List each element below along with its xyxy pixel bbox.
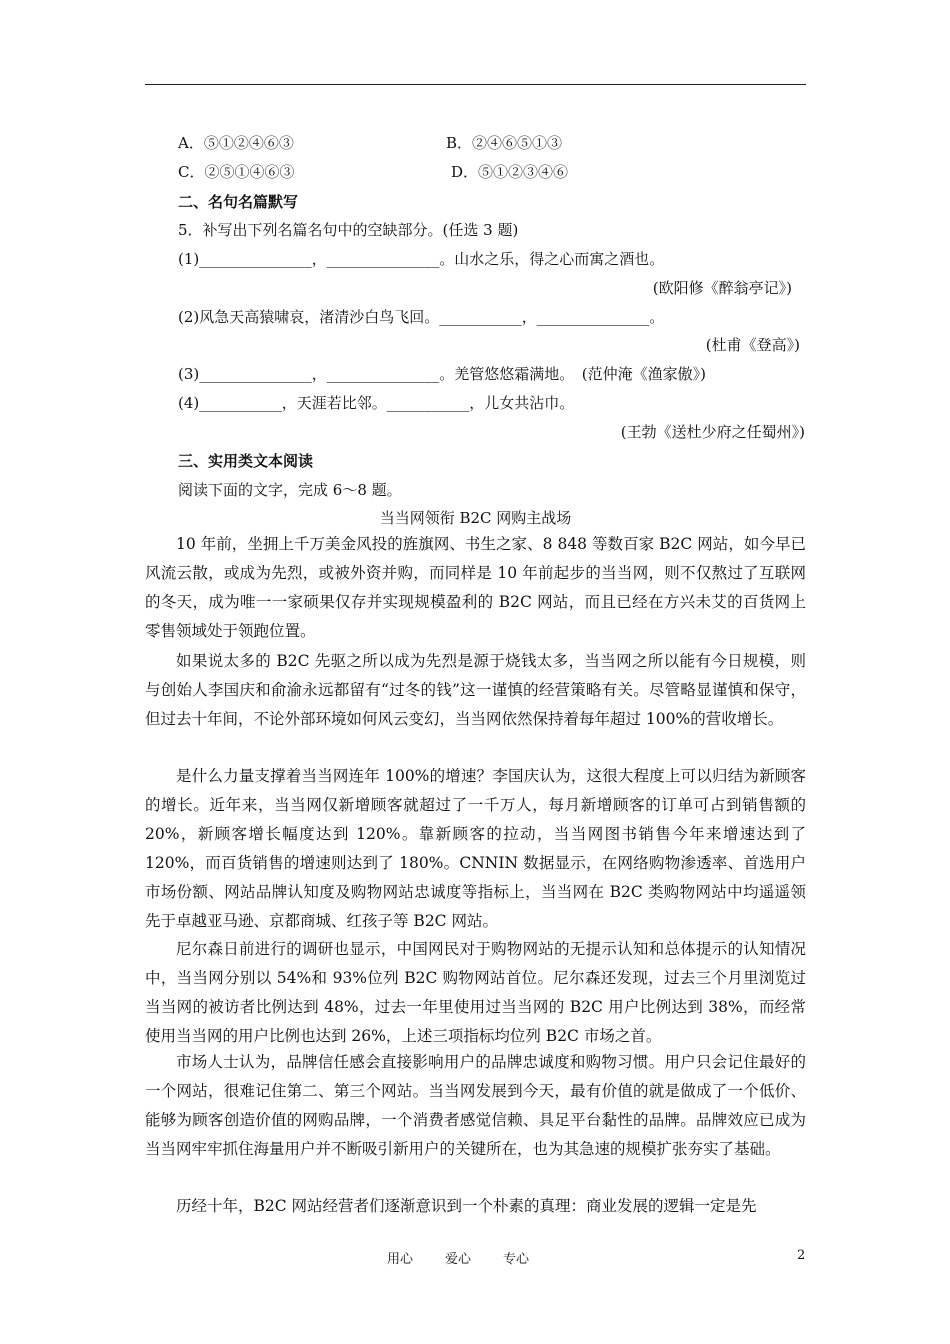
reading-instruction: 阅读下面的文字，完成 6～8 题。 (178, 481, 402, 499)
paragraph-2: 如果说太多的 B2C 先驱之所以成为先烈是源于烧钱太多，当当网之所以能有今日规模，则与创始人李国庆和俞渝永远都留有“过冬的钱”这一谨慎的经营策略有关。尽管略显谨慎和保守，但过去十年间，不论外部环境如何风云变幻，当当网依然保持着每年超过 100%的营收增长。 (145, 652, 806, 728)
option-c: C．②⑤①④⑥③ (178, 163, 295, 181)
poem-line-1: (1)_______________，_______________。山水之乐，得之心而寓之酒也。 (178, 250, 665, 268)
section2-heading: 二、名句名篇默写 (178, 193, 299, 211)
footer-word-3: 专心 (503, 1252, 530, 1267)
poem-line-4: (4)___________，天涯若比邻。___________，儿女共沾巾。 (178, 394, 575, 412)
footer-motto (387, 1248, 561, 1267)
option-b: B．②④⑥⑤①③ (446, 134, 563, 152)
paragraph-3: 是什么力量支撑着当当网连年 100%的增速？李国庆认为，这很大程度上可以归结为新顾客的增长。近年来，当当网仅新增顾客就超过了一千万人，每月新增顾客的订单可占到销售额的 20%，新顾客增长幅度达到 120%。靠新顾客的拉动，当当网图书销售今年来增速达到了 120%，而百货销售的增速则达到了 180%。CNNIN 数据显示，在网络购物渗透率、首选用户市场份额、网站品牌认知度及购物网站忠诚度等指标上，当当网在 B2C 类购物网站中均遥遥领先于卓越亚马逊、京都商城、红孩子等 B2C 网站。 (145, 767, 806, 930)
paragraph-1: 10 年前，坐拥上千万美金风投的旌旗网、书生之家、8 848 等数百家 B2C 网站，如今早已风流云散，或成为先烈，或被外资并购，而同样是 10 年前起步的当当网，则不仅熬过了互联网的冬天，成为唯一一家硕果仅存并实现规模盈利的 B2C 网站，而且已经在方兴未艾的百货网上零售领域处于领跑位置。 (145, 535, 806, 640)
question-5: 5．补写出下列名篇名句中的空缺部分。(任选 3 题) (178, 221, 519, 239)
paragraph-5: 市场人士认为，品牌信任感会直接影响用户的品牌忠诚度和购物习惯。用户只会记住最好的一个网站，很难记住第二、第三个网站。当当网发展到今天，最有价值的就是做成了一个低价、能够为顾客创造价值的网购品牌，一个消费者感觉信赖、具足平台黏性的品牌。品牌效应已成为当当网牢牢抓住海量用户并不断吸引新用户的关键所在，也为其急速的规模扩张夯实了基础。 (145, 1053, 806, 1158)
poem-source-4: (王勃《送杜少府之任蜀州》) (620, 423, 805, 441)
paragraph-6: 历经十年，B2C 网站经营者们逐渐意识到一个朴素的真理：商业发展的逻辑一定是先 (176, 1197, 757, 1215)
option-d: D．⑤①②③④⑥ (451, 163, 569, 181)
paragraph-4: 尼尔森日前进行的调研也显示，中国网民对于购物网站的无提示认知和总体提示的认知情况中，当当网分别以 54%和 93%位列 B2C 购物网站首位。尼尔森还发现，过去三个月里浏览过当当网的被访者比例达到 48%，过去一年里使用过当当网的 B2C 用户比例达到 38%，而经常使用当当网的用户比例也达到 26%，上述三项指标均位列 B2C 市场之首。 (145, 940, 806, 1045)
option-a: A．⑤①②④⑥③ (178, 134, 294, 152)
page-number: 2 (797, 1248, 806, 1263)
article-title: 当当网领衔 B2C 网购主战场 (379, 509, 572, 527)
poem-source-2: (杜甫《登高》) (705, 336, 800, 354)
section3-heading: 三、实用类文本阅读 (178, 452, 314, 470)
footer-word-1: 用心 (387, 1252, 414, 1267)
poem-line-2: (2)风急天高猿啸哀，渚清沙白鸟飞回。___________，_______________。 (178, 308, 665, 326)
footer-word-2: 爱心 (445, 1252, 472, 1267)
poem-source-1: (欧阳修《醉翁亭记》) (652, 279, 792, 297)
header-rule (145, 84, 806, 85)
poem-line-3: (3)_______________，_______________。羌管悠悠霜满地。 (范仲淹《渔家傲》) (178, 365, 706, 383)
